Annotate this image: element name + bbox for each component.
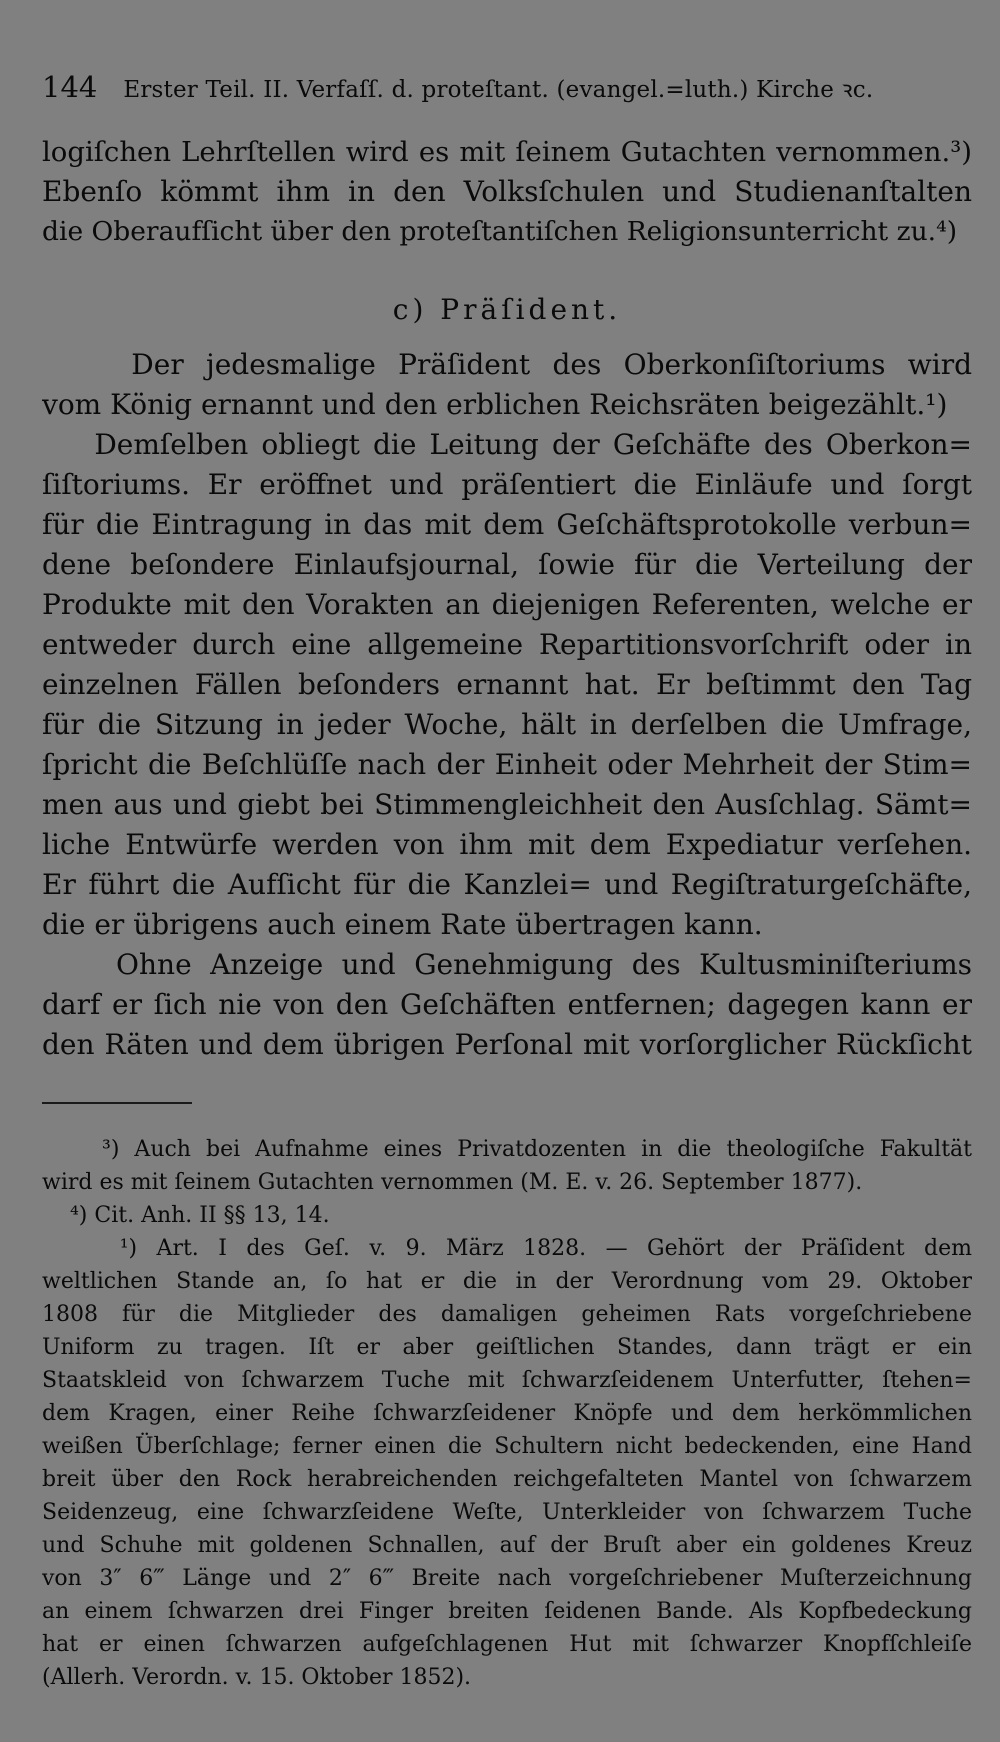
footnote-line: hat er einen ſchwarzen aufgeſchlagenen Hut mit ſchwarzer Knopfſchleiſe (42, 1632, 972, 1657)
footnote-line: von 3″ 6‴ Länge und 2″ 6‴ Breite nach vorgeſchriebener Muſterzeichnung (42, 1566, 972, 1591)
footnote-line: weltlichen Stande an, ſo hat er die in der Verordnung vom 29. Oktober (42, 1269, 972, 1294)
text-line: ſiſtoriums. Er eröffnet und präſentiert die Einläufe und ſorgt (42, 468, 972, 501)
text-line: Der jedesmalige Präſident des Oberkonſiſtoriums wird (42, 348, 972, 381)
text-line: den Räten und dem übrigen Perſonal mit vorſorglicher Rückſicht (42, 1028, 972, 1061)
text-line: die Oberaufſicht über den proteſtantiſchen Religionsunterricht zu.⁴) (42, 216, 958, 247)
footnote-line: Staatskleid von ſchwarzem Tuche mit ſchwarzſeidenem Unterfutter, ſtehen= (42, 1368, 972, 1393)
text-line: für die Sitzung in jeder Woche, hält in derſelben die Umfrage, (42, 708, 972, 741)
footnote-line: 1808 für die Mitglieder des damaligen geheimen Rats vorgeſchriebene (42, 1302, 972, 1327)
footnote-line: und Schuhe mit goldenen Schnallen, auf der Bruſt aber ein goldenes Kreuz (42, 1533, 972, 1558)
text-line: dene beſondere Einlaufsjournal, ſowie für die Verteilung der (42, 548, 972, 581)
footnote-line: dem Kragen, einer Reihe ſchwarzſeidener Knöpfe und dem herkömmlichen (42, 1401, 972, 1426)
footnote-line: Seidenzeug, eine ſchwarzſeidene Weſte, Unterkleider von ſchwarzem Tuche (42, 1500, 972, 1525)
running-head-title: Erster Teil. II. Verfaſſ. d. proteſtant. (evangel.=luth.) Kirche ꝛc. (123, 77, 874, 103)
text-line: Demſelben obliegt die Leitung der Geſchäfte des Oberkon= (42, 428, 972, 461)
footnote-line: breit über den Rock herabreichenden reichgefalteten Mantel von ſchwarzem (42, 1467, 972, 1492)
text-line: men aus und giebt bei Stimmengleichheit den Ausſchlag. Sämt= (42, 788, 972, 821)
page-number: 144 (42, 70, 98, 104)
footnote-line: Uniform zu tragen. Iſt er aber geiſtlichen Standes, dann trägt er ein (42, 1335, 972, 1360)
footnote-line: wird es mit ſeinem Gutachten vernommen (M. E. v. 26. September 1877). (42, 1170, 863, 1195)
text-line: einzelnen Fällen beſonders ernannt hat. Er beſtimmt den Tag (42, 668, 972, 701)
text-line: liche Entwürfe werden von ihm mit dem Expediatur verſehen. (42, 828, 972, 861)
footnote-line: ⁴) Cit. Anh. II §§ 13, 14. (42, 1203, 330, 1228)
footnote-line: weißen Überſchlage; ferner einen die Schultern nicht bedeckenden, eine Hand (42, 1434, 972, 1459)
text-line: vom König ernannt und den erblichen Reichsräten beigezählt.¹) (42, 388, 948, 421)
text-line: Ohne Anzeige und Genehmigung des Kultusminiſteriums (42, 948, 972, 981)
footnote-line: ¹) Art. I des Geſ. v. 9. März 1828. — Gehört der Präſident dem (42, 1236, 972, 1261)
text-line: entweder durch eine allgemeine Repartitionsvorſchrift oder in (42, 628, 972, 661)
footnote-line: ³) Auch bei Aufnahme eines Privatdozenten in die theologiſche Fakultät (42, 1137, 972, 1162)
text-line: Produkte mit den Vorakten an diejenigen Referenten, welche er (42, 588, 972, 621)
footnote-line: an einem ſchwarzen drei Finger breiten ſeidenen Bande. Als Kopfbedeckung (42, 1599, 972, 1624)
footnote-divider (42, 1102, 192, 1104)
text-line: die er übrigens auch einem Rate übertragen kann. (42, 908, 763, 941)
text-line: Er führt die Aufſicht für die Kanzlei= und Regiſtraturgeſchäfte, (42, 868, 972, 901)
text-line: darf er ſich nie von den Geſchäften entfernen; dagegen kann er (42, 988, 972, 1021)
text-line: Ebenſo kömmt ihm in den Volksſchulen und Studienanſtalten (42, 175, 972, 208)
section-heading: c) Präſident. (392, 293, 622, 326)
text-line: für die Eintragung in das mit dem Geſchäftsprotokolle verbun= (42, 508, 972, 541)
footnote-line: (Allerh. Verordn. v. 15. Oktober 1852). (42, 1665, 472, 1690)
running-head (42, 70, 922, 110)
text-line: logiſchen Lehrſtellen wird es mit ſeinem Gutachten vernommen.³) (42, 136, 972, 168)
text-line: ſpricht die Beſchlüſſe nach der Einheit oder Mehrheit der Stim= (42, 748, 972, 781)
